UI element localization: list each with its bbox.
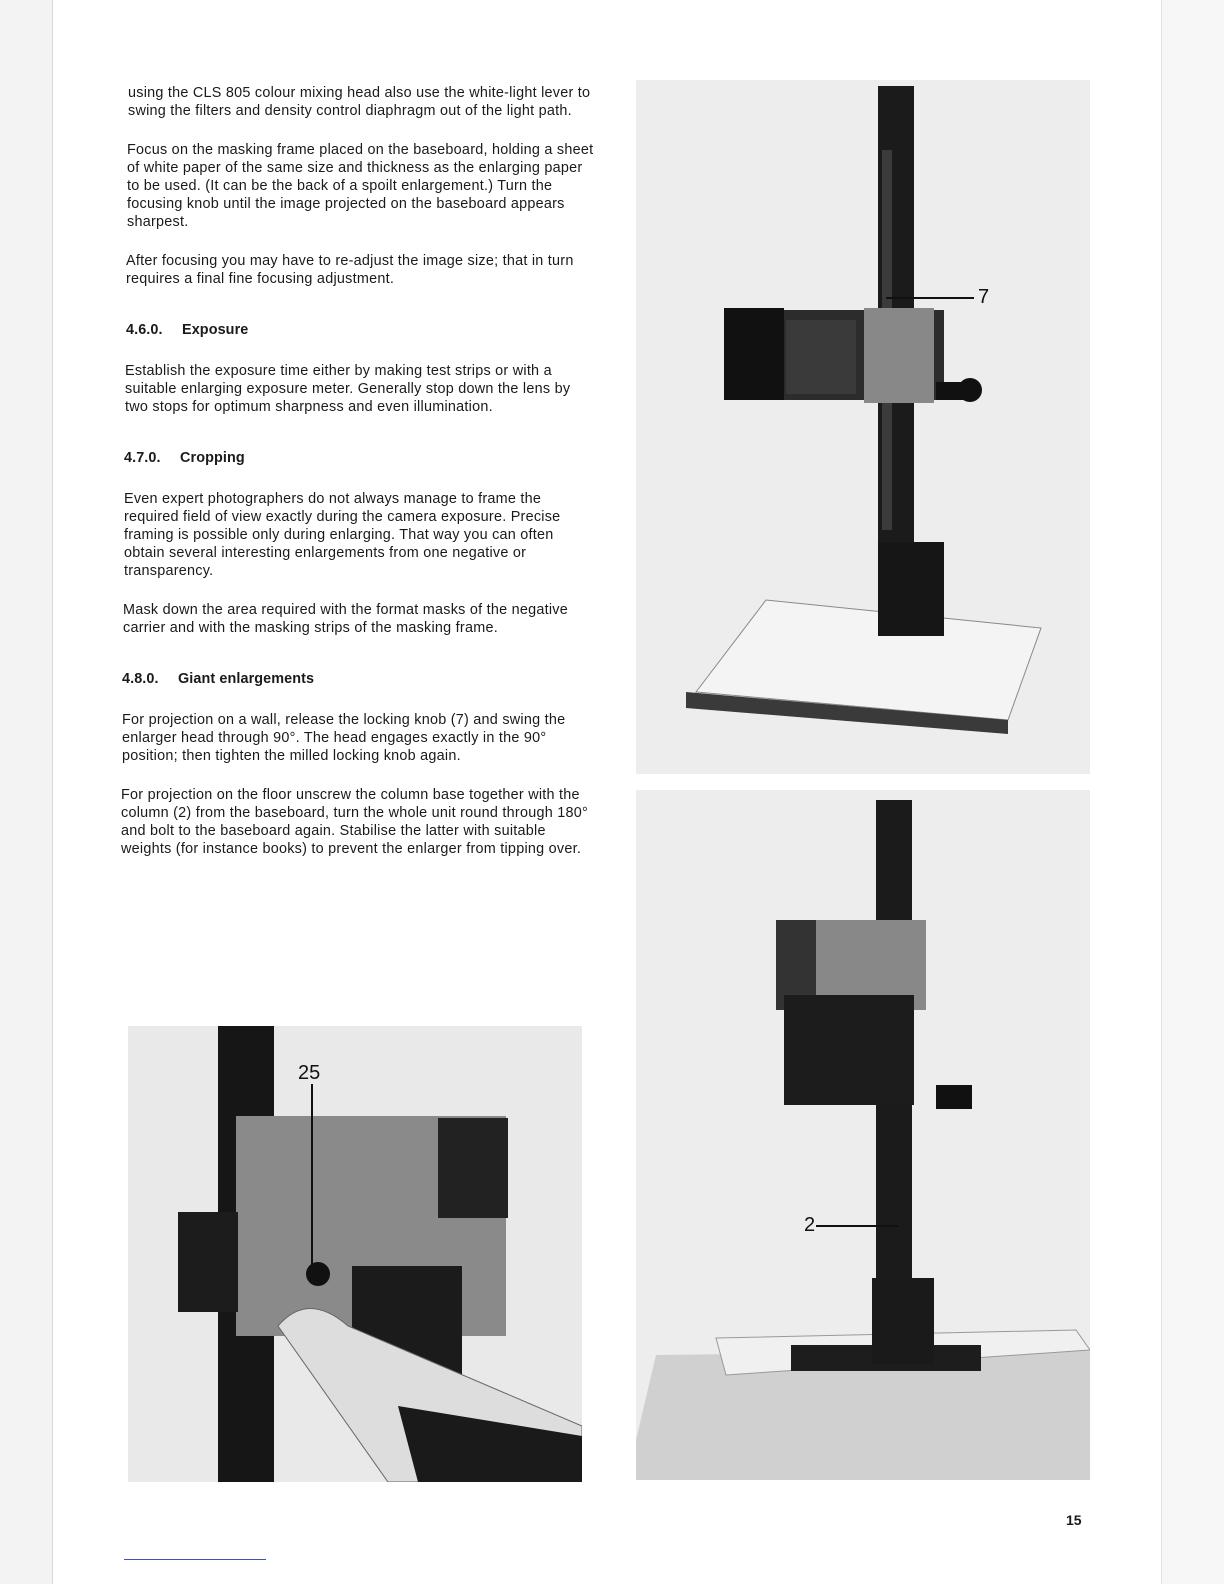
section-title: Giant enlargements [178, 671, 315, 687]
section-number: 4.8.0. [122, 671, 159, 687]
footnote-rule [124, 1559, 266, 1560]
callout-label: 2 [804, 1214, 816, 1236]
paragraph: For projection on the floor unscrew the column base together with the column (2) from the baseboard, turn the whole unit round through 180° and bolt to the baseboard again. Stabilise the latter with suitable weights (for instance books) to prevent the enlarger from tipping over. [121, 787, 588, 857]
callout-label: 25 [298, 1062, 321, 1084]
paragraph: Mask down the area required with the format masks of the negative carrier and with the masking strips of the masking frame. [123, 602, 568, 636]
section-title: Exposure [182, 322, 249, 338]
enlarger-photo-bottom [128, 1026, 582, 1482]
section-heading [124, 450, 595, 466]
section-number: 4.7.0. [124, 450, 161, 466]
paragraph: After focusing you may have to re-adjust the image size; that in turn requires a final fine focusing adjustment. [126, 253, 574, 287]
section-title: Cropping [180, 450, 245, 466]
callout-leader [311, 1084, 313, 1274]
section-number: 4.6.0. [126, 322, 163, 338]
page-edge-right [1161, 0, 1224, 1584]
section-heading [126, 322, 595, 338]
paragraph: using the CLS 805 colour mixing head also use the white-light lever to swing the filters and density control diaphragm out of the light path. [128, 85, 591, 119]
paragraph: Focus on the masking frame placed on the baseboard, holding a sheet of white paper of the same size and thickness as the enlarging paper to be used. (It can be the back of a spoilt enlargement.) Turn the focusing knob until the image projected on the baseboard appears sharpest. [127, 142, 594, 230]
page-edge-left [0, 0, 53, 1584]
callout-leader [886, 297, 974, 299]
paragraph: Establish the exposure time either by making test strips or with a suitable enlarging exposure meter. Generally stop down the lens by two stops for optimum sharpness and even illumination. [125, 363, 571, 415]
enlarger-illustration [636, 80, 1090, 774]
callout-leader [816, 1225, 898, 1227]
paragraph: For projection on a wall, release the locking knob (7) and swing the enlarger head through 90°. The head engages exactly in the 90° position; then tighten the milled locking knob again. [122, 712, 566, 764]
paragraph: Even expert photographers do not always manage to frame the required field of view exactly during the camera exposure. Precise framing is possible only during enlarging. That way you can often obtain several interesting enlargements from one negative or transparency. [124, 491, 561, 579]
enlarger-photo-top [636, 80, 1090, 774]
text-column [120, 84, 595, 879]
enlarger-photo-middle [636, 790, 1090, 1480]
callout-label: 7 [978, 286, 990, 308]
section-heading [122, 671, 595, 687]
enlarger-illustration [128, 1026, 582, 1482]
enlarger-illustration [636, 790, 1090, 1480]
page-number: 15 [1066, 1512, 1082, 1528]
